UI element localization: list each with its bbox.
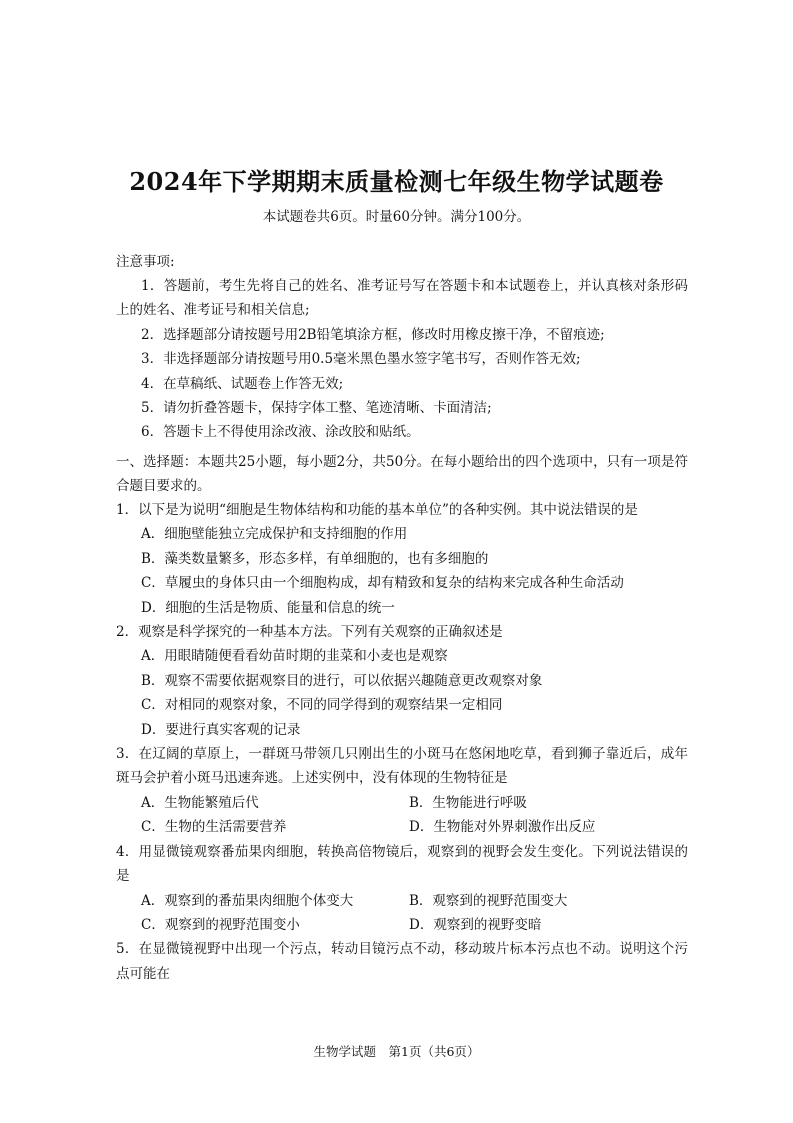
question-2 — [116, 620, 688, 742]
note-item: 1．答题前，考生先将自己的姓名、准考证号写在答题卡和本试题卷上，并认真核对条形码上的姓名、准考证号和相关信息; — [116, 278, 688, 319]
option-row — [116, 913, 688, 937]
notes-heading: 注意事项: — [116, 254, 175, 270]
option-c: C．生物的生活需要营养 — [141, 819, 287, 836]
page-footer: 生物学试题 第1页（共6页） — [313, 1044, 480, 1059]
question-5 — [116, 937, 688, 986]
notes-list — [116, 274, 688, 445]
option-d: D．细胞的生活是物质、能量和信息的统一 — [141, 599, 395, 616]
section-heading: 一、选择题：本题共25小题，每小题2分，共50分。在每小题给出的四个选项中，只有一项是符合题目要求的。 — [116, 454, 688, 495]
question-1 — [116, 498, 688, 620]
option-row — [116, 815, 688, 839]
option-d: D．观察到的视野变暗 — [409, 916, 542, 933]
option-b: B．观察不需要依据观察目的进行，可以依据兴趣随意更改观察对象 — [141, 672, 543, 689]
option-c: C．观察到的视野范围变小 — [141, 916, 300, 933]
option-a: A．生物能繁殖后代 — [141, 794, 259, 811]
note-item: 4．在草稿纸、试题卷上作答无效; — [141, 375, 344, 392]
question-stem: 1．以下是为说明“细胞是生物体结构和功能的基本单位”的各种实例。其中说法错误的是 — [116, 502, 638, 518]
option-b: B．观察到的视野范围变大 — [409, 892, 568, 909]
option-row — [116, 889, 688, 913]
note-item: 2．选择题部分请按题号用2B铅笔填涂方框，修改时用橡皮擦干净，不留痕迹; — [141, 326, 605, 343]
question-4 — [116, 840, 688, 938]
question-3 — [116, 742, 688, 840]
option-b: B．生物能进行呼吸 — [409, 794, 527, 811]
exam-info: 本试题卷共6页。时量60分钟。满分100分。 — [262, 209, 531, 225]
question-list — [116, 498, 688, 986]
note-item: 3．非选择题部分请按题号用0.5毫米黑色墨水签字笔书写，否则作答无效; — [141, 351, 581, 368]
question-stem: 2．观察是科学探究的一种基本方法。下列有关观察的正确叙述是 — [116, 624, 503, 641]
option-c: C．对相同的观察对象，不同的同学得到的观察结果一定相同 — [141, 697, 503, 714]
option-row — [116, 791, 688, 815]
question-stem: 4．用显微镜观察番茄果肉细胞，转换高倍物镜后，观察到的视野会发生变化。下列说法错误的是 — [116, 843, 688, 885]
note-item: 5．请勿折叠答题卡，保持字体工整、笔迹清晰、卡面清洁; — [141, 400, 492, 417]
question-stem: 3．在辽阔的草原上，一群斑马带领几只刚出生的小斑马在悠闲地吃草，看到狮子靠近后，成年斑马会护着小斑马迅速奔逃。上述实例中，没有体现的生物特征是 — [116, 746, 688, 787]
option-c: C．草履虫的身体只由一个细胞构成，却有精致和复杂的结构来完成各种生命活动 — [141, 575, 624, 592]
note-item: 6．答题卡上不得使用涂改液、涂改胶和贴纸。 — [141, 424, 420, 441]
option-a: A．观察到的番茄果肉细胞个体变大 — [141, 892, 354, 909]
option-b: B．藻类数量繁多，形态多样，有单细胞的，也有多细胞的 — [141, 550, 489, 567]
question-stem: 5．在显微镜视野中出现一个污点，转动目镜污点不动，移动玻片标本污点也不动。说明这个污点可能在 — [116, 941, 688, 982]
option-a: A．细胞壁能独立完成保护和支持细胞的作用 — [141, 526, 408, 543]
page-title: 2024年下学期期末质量检测七年级生物学试题卷 — [129, 167, 664, 196]
option-a: A．用眼睛随便看看幼苗时期的韭菜和小麦也是观察 — [141, 648, 448, 665]
option-d: D．要进行真实客观的记录 — [141, 721, 301, 738]
option-d: D．生物能对外界刺激作出反应 — [409, 819, 596, 836]
